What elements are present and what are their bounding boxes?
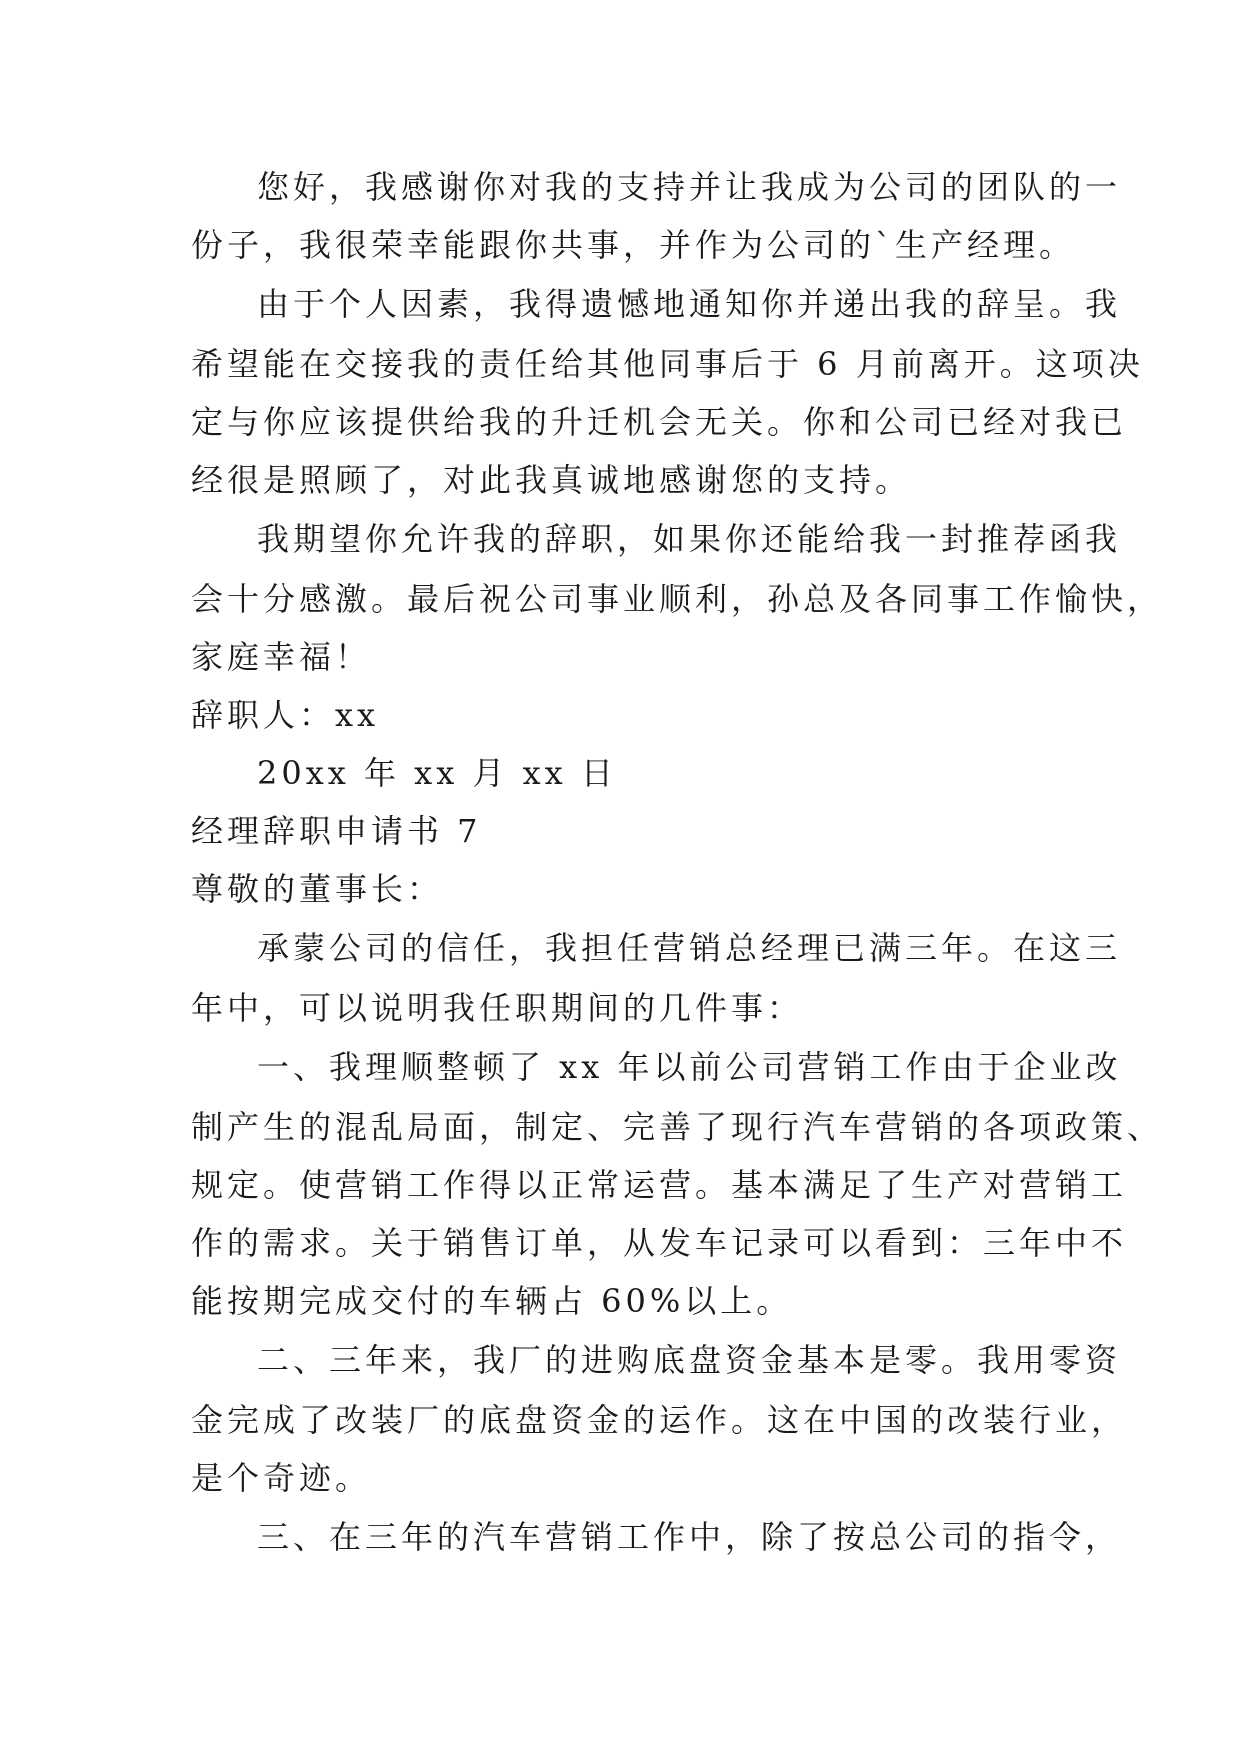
paragraph-line: 希望能在交接我的责任给其他同事后于 6 月前离开。这项决 — [191, 345, 1144, 383]
paragraph-line: 二、三年来，我厂的进购底盘资金基本是零。我用零资 — [257, 1341, 1122, 1379]
document-page — [191, 158, 1164, 1568]
paragraph-line: 您好，我感谢你对我的支持并让我成为公司的团队的一 — [257, 168, 1122, 206]
paragraph-line: 家庭幸福！ — [191, 638, 372, 676]
signature-name: 辞职人：xx — [191, 696, 380, 734]
paragraph-line: 由于个人因素，我得遗憾地通知你并递出我的辞呈。我 — [257, 285, 1122, 323]
paragraph-line: 制产生的混乱局面，制定、完善了现行汽车营销的各项政策、 — [191, 1108, 1164, 1146]
paragraph-line: 金完成了改装厂的底盘资金的运作。这在中国的改装行业， — [191, 1401, 1128, 1439]
paragraph-line: 定与你应该提供给我的升迁机会无关。你和公司已经对我已 — [191, 403, 1128, 441]
paragraph-line: 一、我理顺整顿了 xx 年以前公司营销工作由于企业改 — [257, 1048, 1122, 1086]
paragraph-line: 经很是照顾了，对此我真诚地感谢您的支持。 — [191, 461, 912, 499]
signature-date: 20xx 年 xx 月 xx 日 — [257, 754, 617, 792]
paragraph-line: 能按期完成交付的车辆占 60%以上。 — [191, 1282, 793, 1320]
paragraph-line: 承蒙公司的信任，我担任营销总经理已满三年。在这三 — [257, 929, 1122, 967]
paragraph-line: 我期望你允许我的辞职，如果你还能给我一封推荐函我 — [257, 520, 1122, 558]
paragraph-line: 是个奇迹。 — [191, 1459, 372, 1497]
paragraph-line: 规定。使营销工作得以正常运营。基本满足了生产对营销工 — [191, 1166, 1128, 1204]
section-title: 经理辞职申请书 7 — [191, 812, 482, 850]
paragraph-line: 作的需求。关于销售订单，从发车记录可以看到：三年中不 — [191, 1224, 1128, 1262]
paragraph-line: 份子，我很荣幸能跟你共事，并作为公司的`生产经理。 — [191, 226, 1076, 264]
paragraph-line: 年中，可以说明我任职期间的几件事： — [191, 989, 804, 1027]
paragraph-line: 三、在三年的汽车营销工作中，除了按总公司的指令， — [257, 1518, 1122, 1556]
paragraph-line: 会十分感激。最后祝公司事业顺利，孙总及各同事工作愉快， — [191, 580, 1164, 618]
salutation: 尊敬的董事长： — [191, 870, 444, 908]
